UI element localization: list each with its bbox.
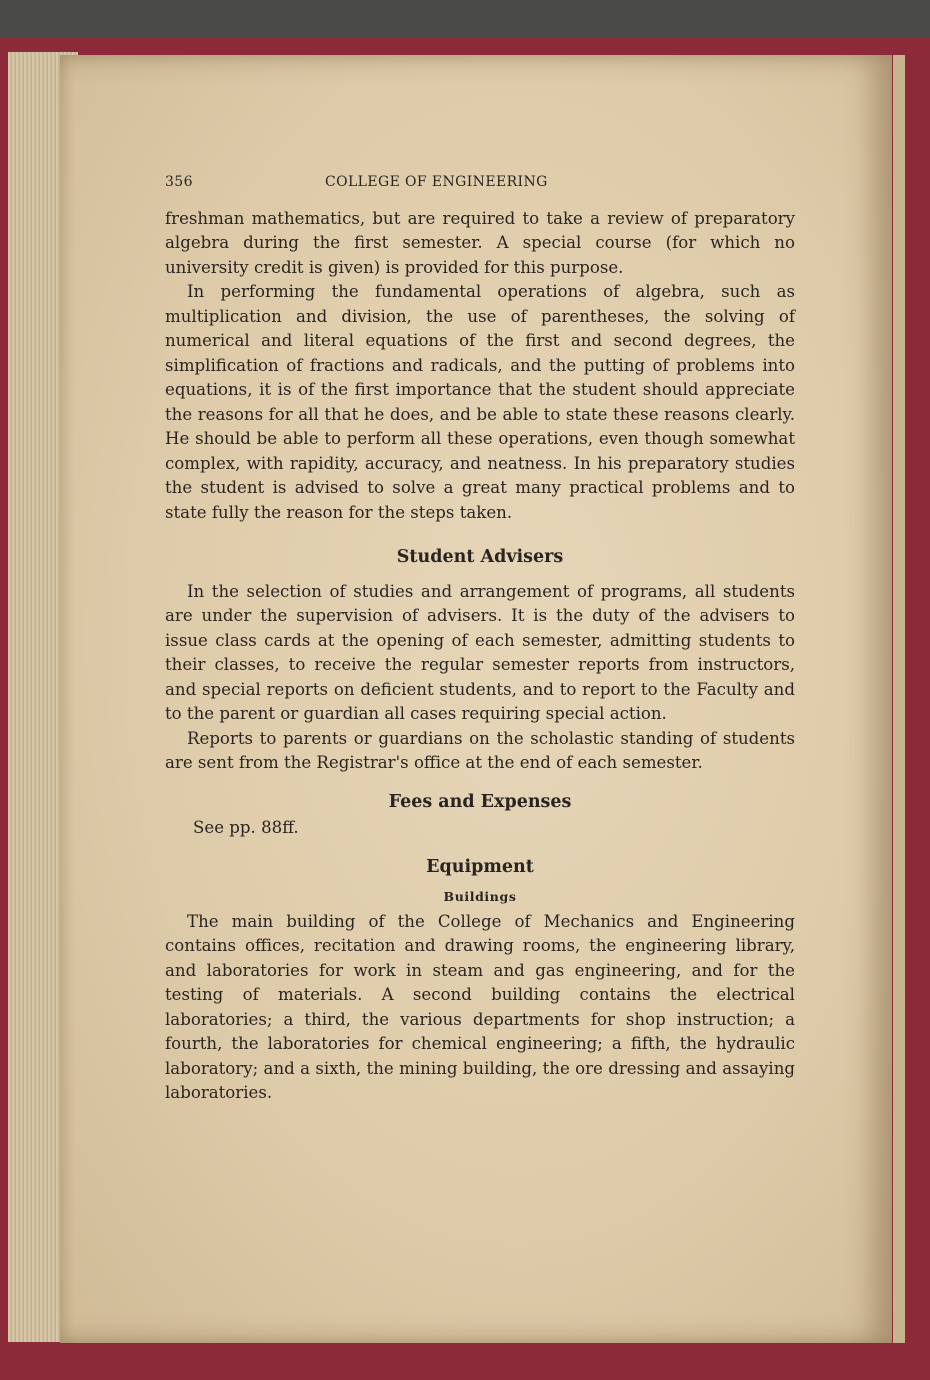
heading-fees-expenses: Fees and Expenses [388,791,572,812]
paragraph-reports: Reports to parents or guardians on the scholastic standing of students are sent from the Registrar's office at the end of each semester. [165,728,795,772]
running-title: COLLEGE OF ENGINEERING [325,174,548,190]
subheading-buildings: Buildings [443,889,517,904]
paragraph-advisers-duty: In the selection of studies and arrangement of programs, all students are under the supervision of advisers. It is the duty of the advisers to issue class cards at the opening of each semester, admitting students to their classes, to receive the regular semester reports from instructors, and special reports on deficient students, and to report to the Faculty and to the parent or guardian all cases requiring special action. [165,581,795,723]
page-number: 356 [165,174,193,190]
paragraph-buildings: The main building of the College of Mechanics and Engineering contains offices, recitation and drawing rooms, the engineering library, and laboratories for work in steam and gas engineering, and for the testing of materials. A second building contains the electrical laboratories; a third, the various departments for shop instruction; a fourth, the laboratories for chemical engineering; a fifth, the hydraulic laboratory; and a sixth, the mining building, the ore dressing and assaying laboratories. [165,911,795,1102]
page-text [165,170,795,1106]
heading-student-advisers: Student Advisers [396,547,564,567]
fees-reference: See pp. 88ff. [193,818,299,837]
paragraph-freshman-math: freshman mathematics, but are required to take a review of preparatory algebra during the first semester. A special course (for which no university credit is given) is provided for this purpose. [165,208,795,277]
paragraph-algebra-operations: In performing the fundamental operations of algebra, such as multiplication and division, the use of parentheses, the solving of numerical and literal equations of the first and second degrees, the simplification of fractions and radicals, and the putting of problems into equations, it is of the first importance that the student should appreciate the reasons for all that he does, and be able to state these reasons clearly. He should be able to perform all these operations, even though somewhat complex, with rapidity, accuracy, and neatness. In his preparatory studies the student is advised to solve a great many practical problems and to state fully the reason for the steps taken. [165,282,795,522]
heading-equipment: Equipment [426,856,534,877]
facing-page-edge [893,55,905,1343]
running-head [165,170,795,195]
